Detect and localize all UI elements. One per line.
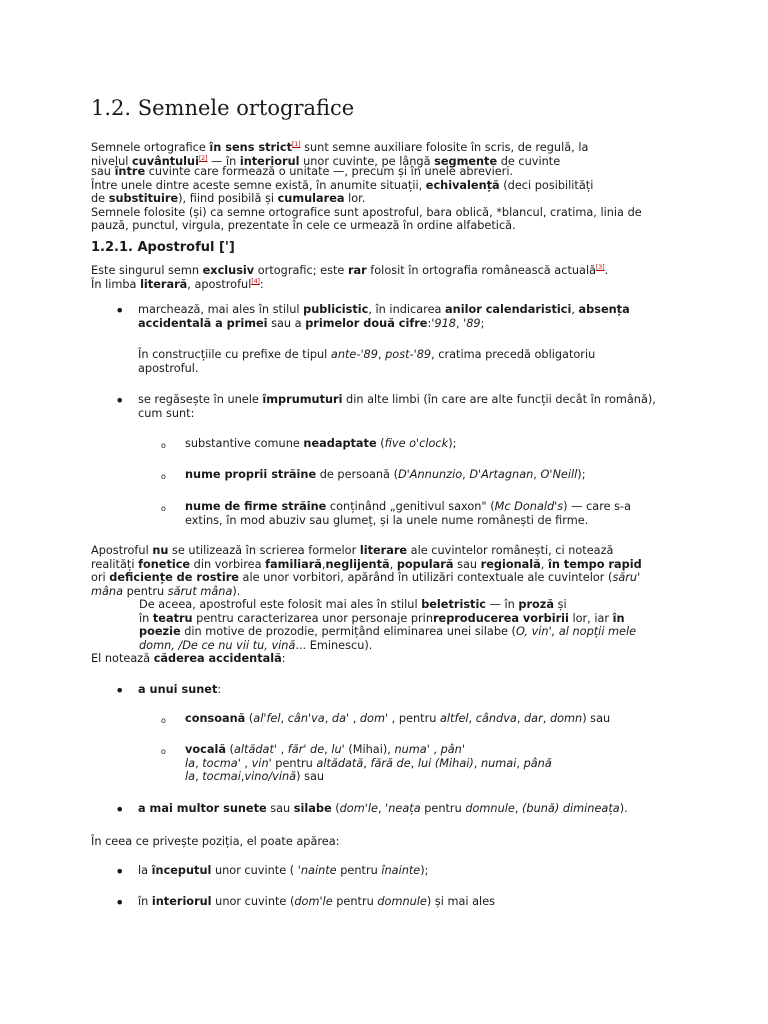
list-item: se regăsește în unele împrumuturi din alte limbi (în care are alte funcții decât în română), cum sunt: — [138, 393, 656, 420]
list-item: marchează, mai ales în stilul publicistic, în indicarea anilor calendaristici, absența accidentală a primei sau a primelor două cifre:'918, '89; — [138, 303, 630, 330]
apostrophe-usage-paragraph: Apostroful nu se utilizează în scrierea formelor literare ale cuvintelor românești, ci notează realități fonetice din vorbirea familiară,neglijentă, populară sau regională, în tempo rapid ori deficiențe de rostire ale unor vorbitori, apărând în utilizări contextuale ale cuvintelor (săru' mâna pentru sărut mâna). De aceea, apostroful este folosit mai ales în stilul beletristic — în proză și în teatru pentru caracterizarea unor personaje prinreproducerea vorbirii lor, iar în poezie din motive de prozodie, permițând eliminarea unei silabe (O, vin', al nopții mele domn, /De ce nu vii tu, vină... Eminescu). El notează căderea accidentală: — [91, 544, 642, 665]
sub-bullet-marker: o — [161, 716, 166, 725]
bullet-marker: • — [115, 893, 125, 912]
sub-bullet-marker: o — [161, 747, 166, 756]
sub-list-item: nume de firme străine conținând „genitivul saxon" (Mc Donald's) — care s-a extins, în mod abuziv sau glumeț, și la unele nume românești de firme. — [185, 500, 632, 527]
list-item: a mai multor sunete sau silabe (dom'le, 'neața pentru domnule, (bună) dimineața). — [138, 802, 628, 815]
apostrophe-intro-paragraph: Este singurul semn exclusiv ortografic; este rar folosit în ortografia românească actuală[3]. În limba literară, apostroful[4]: — [91, 263, 609, 291]
bullet-marker: • — [115, 800, 125, 819]
sub-list-item: vocală (altădat' , făr' de, lu' (Mihai), numa' , pân' la, tocma' , vin' pentru altădată, fără de, lui (Mihai), numai, până la, tocmai,vino/vină) sau — [185, 743, 552, 783]
sub-bullet-marker: o — [161, 504, 166, 513]
sub-list-item: substantive comune neadaptate (five o'clock); — [185, 437, 457, 450]
section-heading: 1.2. Semnele ortografice — [91, 96, 355, 120]
sub-list-item: nume proprii străine de persoană (D'Annunzio, D'Artagnan, O'Neill); — [185, 468, 586, 481]
list-item: a unui sunet: — [138, 683, 222, 696]
intro-paragraph: Semnele ortografice în sens strict[1] sunt semne auxiliare folosite în scris, de regulă, la nivelul cuvântului[2] — în interiorul unor cuvinte, pe lângă segmente de cuvinte sau între cuvinte care formează o unitate —, precum și în unele abrevieri. Între unele dintre aceste semne există, în anumite situații, echivalență (deci posibilități de substituire), fiind posibilă și cumularea lor. Semnele folosite (și) ca semne ortografice sunt apostroful, bara oblică, *blancul, cratima, linia de pauză, punctul, virgula, prezentate în cele ce urmează în ordine alfabetică. — [91, 140, 642, 232]
sub-bullet-marker: o — [161, 441, 166, 450]
subsection-heading: 1.2.1. Apostroful ['] — [91, 240, 235, 255]
list-item: în interiorul unor cuvinte (dom'le pentru domnule) și mai ales — [138, 895, 496, 908]
list-item-note: În construcțiile cu prefixe de tipul ante-'89, post-'89, cratima precedă obligatoriu apostroful. — [138, 348, 596, 375]
bullet-marker: • — [115, 681, 125, 700]
position-paragraph: În ceea ce privește poziția, el poate apărea: — [91, 835, 340, 848]
bullet-marker: • — [115, 391, 125, 410]
footnote-link-4[interactable]: [4] — [251, 277, 260, 285]
footnote-link-2[interactable]: [2] — [198, 154, 208, 162]
footnote-link-1[interactable]: [1] — [292, 141, 301, 148]
list-item: la începutul unor cuvinte ( 'nainte pentru înainte); — [138, 864, 429, 877]
bullet-marker: • — [115, 301, 125, 320]
footnote-link-3[interactable]: [3] — [596, 264, 605, 271]
sub-list-item: consoană (al'fel, cân'va, da' , dom' , pentru altfel, cândva, dar, domn) sau — [185, 712, 611, 725]
bullet-marker: • — [115, 862, 125, 881]
sub-bullet-marker: o — [161, 472, 166, 481]
